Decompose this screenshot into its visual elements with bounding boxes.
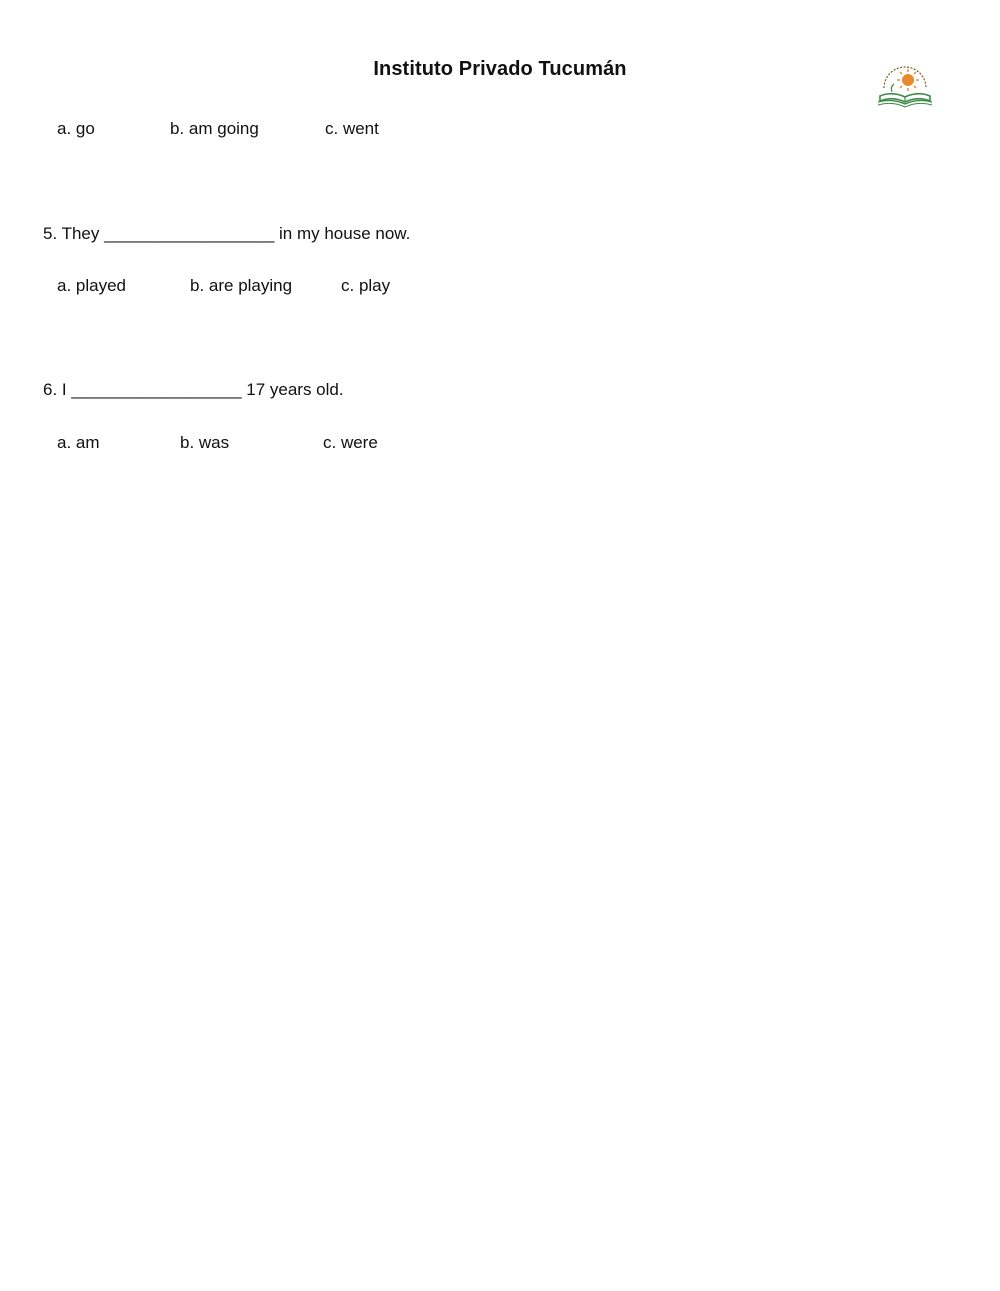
school-seal-icon <box>874 60 936 110</box>
option-a: a. go <box>57 119 95 138</box>
option-c: c. play <box>341 276 391 295</box>
question-prompt: 6. I __________________ 17 years old. <box>43 380 344 399</box>
page-title: Instituto Privado Tucumán <box>373 58 627 80</box>
option-c: c. were <box>323 433 378 452</box>
question-prompt: 5. They __________________ in my house now. <box>43 224 411 243</box>
option-b: b. are playing <box>190 276 293 295</box>
option-b: b. am going <box>170 119 259 138</box>
option-a: a. am <box>57 433 100 452</box>
option-a: a. played <box>57 276 126 295</box>
option-b: b. was <box>180 433 230 452</box>
option-c: c. went <box>325 119 379 138</box>
